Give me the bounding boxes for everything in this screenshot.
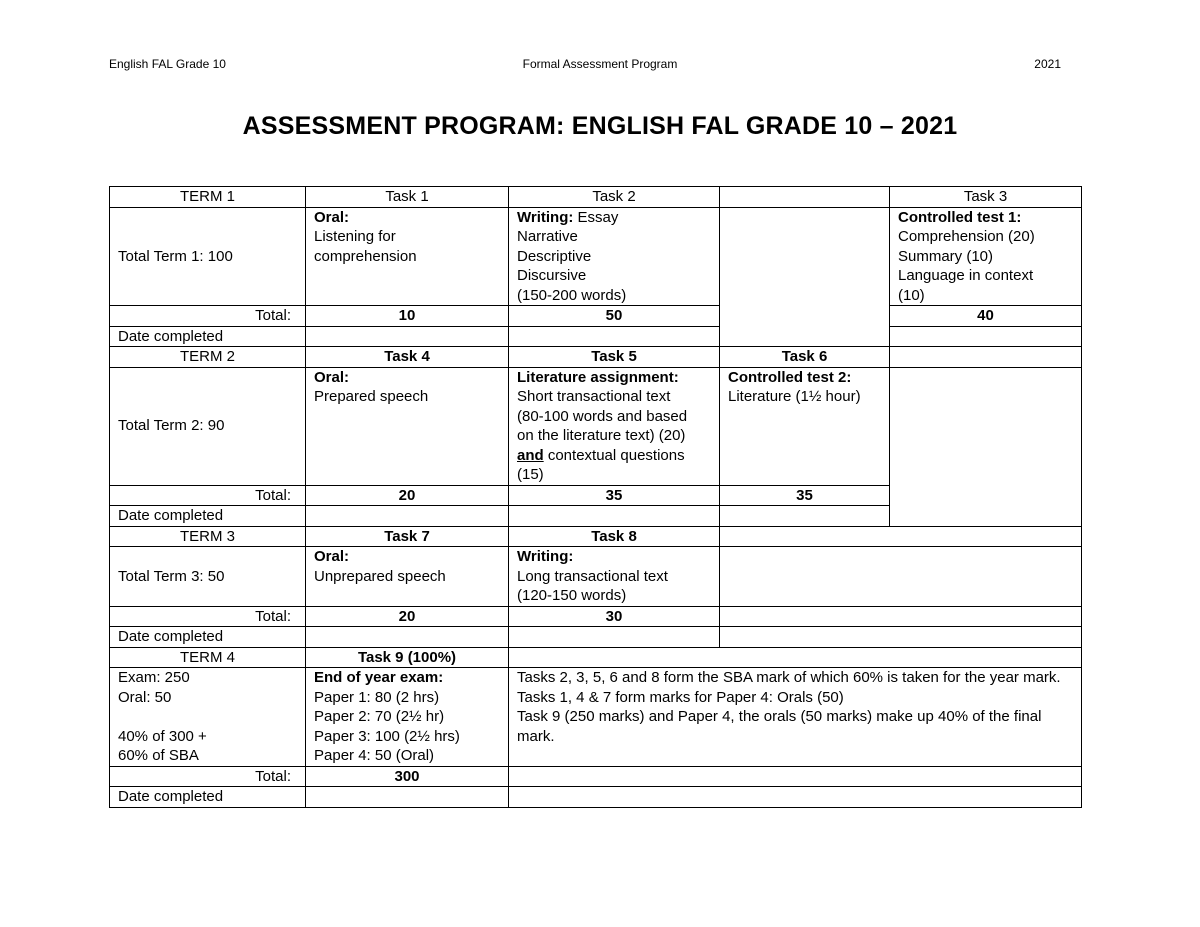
page-title: ASSESSMENT PROGRAM: ENGLISH FAL GRADE 10 – 2021 [242, 112, 958, 140]
term3-task7-cell [306, 547, 509, 607]
task2-line: Narrative [517, 228, 578, 245]
term2-empty-cell [890, 367, 1082, 526]
task8-line: (120-150 words) [517, 587, 627, 604]
term4-total-row [110, 766, 1082, 787]
term1-task1-head: Task 1 [306, 187, 509, 208]
date-completed-label: Date completed [110, 506, 306, 527]
term4-summary-line [118, 707, 305, 727]
term4-header-row [110, 647, 1082, 668]
term2-task5-head: Task 5 [509, 347, 720, 368]
task4-total: 20 [306, 485, 509, 506]
term4-summary-cell [110, 668, 306, 767]
date-cell [509, 787, 1082, 808]
total-label: Total: [110, 306, 306, 327]
task3-total: 40 [890, 306, 1082, 327]
task9-line: Paper 1: 80 (2 hrs) [314, 688, 440, 706]
date-cell [509, 627, 720, 648]
term2-task6-head: Task 6 [720, 347, 890, 368]
term4-empty-total [509, 766, 1082, 787]
task5-and-underlined: and [517, 446, 544, 464]
term4-notes-cell [509, 668, 1082, 767]
term2-task6-cell [720, 367, 890, 485]
task7-total: 20 [306, 606, 509, 627]
term4-head: TERM 4 [110, 647, 306, 668]
term3-empty-cell [720, 547, 1082, 607]
term3-total-label: Total Term 3: 50 [110, 547, 306, 607]
task1-type: Oral: [314, 208, 350, 226]
term1-content-row [110, 207, 1082, 306]
term3-head: TERM 3 [110, 526, 306, 547]
term4-note: Tasks 1, 4 & 7 form marks for Paper 4: Orals (50) [517, 688, 844, 706]
task8-line: Long transactional text [517, 567, 668, 585]
term3-date-row [110, 627, 1082, 648]
date-completed-label: Date completed [110, 787, 306, 808]
task5-line: on the literature text) (20) [517, 427, 686, 444]
task2-line: (150-200 words) [517, 286, 627, 304]
task3-line: Language in context [898, 267, 1034, 284]
term3-task8-head: Task 8 [509, 526, 720, 547]
term4-task9-head: Task 9 (100%) [306, 647, 509, 668]
term4-task9-cell [306, 668, 509, 767]
task5-line: (15) [517, 466, 544, 483]
term2-content-row [110, 367, 1082, 485]
date-cell [720, 506, 890, 527]
task3-line: (10) [898, 286, 925, 304]
term4-note: Task 9 (250 marks) and Paper 4, the orals (50 marks) make up 40% of the final mark. [517, 708, 1042, 745]
term1-task2-head: Task 2 [509, 187, 720, 208]
date-cell [509, 326, 720, 347]
term2-total-label: Total Term 2: 90 [110, 367, 306, 485]
term4-summary-line: 40% of 300 + [118, 727, 207, 745]
term4-summary-line: 60% of SBA [118, 747, 199, 764]
term1-total-row [110, 306, 1082, 327]
term4-note: Tasks 2, 3, 5, 6 and 8 form the SBA mark of which 60% is taken for the year mark. [517, 669, 1061, 686]
term3-header-row [110, 526, 1082, 547]
term1-empty-cell [720, 207, 890, 347]
task9-total: 300 [306, 766, 509, 787]
task5-line-contextual [517, 446, 719, 466]
task9-line: Paper 3: 100 (2½ hrs) [314, 727, 460, 745]
date-cell [720, 627, 1082, 648]
task2-type: Writing: [517, 208, 574, 226]
term1-empty-head [720, 187, 890, 208]
task7-line: Unprepared speech [314, 567, 446, 585]
task1-line: Listening for [314, 228, 396, 245]
term2-task4-cell [306, 367, 509, 485]
date-cell [306, 787, 509, 808]
term3-task8-cell [509, 547, 720, 607]
task8-total: 30 [509, 606, 720, 627]
header-year: 2021 [1034, 57, 1061, 71]
term1-task3-cell [890, 207, 1082, 306]
task4-type: Oral: [314, 368, 350, 386]
task5-line: Short transactional text [517, 388, 671, 405]
assessment-table [109, 186, 1082, 808]
term2-empty-head [890, 347, 1082, 368]
date-cell [306, 627, 509, 648]
task7-type: Oral: [314, 548, 350, 565]
task3-line: Summary (10) [898, 247, 994, 265]
term1-task3-head: Task 3 [890, 187, 1082, 208]
term4-summary-line: Exam: 250 [118, 669, 190, 686]
term4-content-row [110, 668, 1082, 767]
term2-head: TERM 2 [110, 347, 306, 368]
task2-line: Discursive [517, 267, 587, 284]
total-label: Total: [110, 606, 306, 627]
task9-line: Paper 4: 50 (Oral) [314, 747, 435, 764]
date-cell [890, 326, 1082, 347]
task5-line: (80-100 words and based [517, 407, 688, 425]
task4-line: Prepared speech [314, 388, 429, 405]
task6-line: Literature (1½ hour) [728, 388, 861, 405]
term1-head: TERM 1 [110, 187, 306, 208]
term3-empty-total [720, 606, 1082, 627]
term3-content-row [110, 547, 1082, 607]
term1-task2-cell [509, 207, 720, 306]
task5-total: 35 [509, 485, 720, 506]
task5-after: contextual questions [543, 446, 685, 464]
task3-type: Controlled test 1: [898, 208, 1022, 226]
task9-type: End of year exam: [314, 669, 444, 686]
term1-date-row [110, 326, 1082, 347]
term2-header-row [110, 347, 1082, 368]
task1-line: comprehension [314, 247, 417, 265]
term4-empty-head [509, 647, 1082, 668]
date-cell [306, 326, 509, 347]
term2-task5-cell [509, 367, 720, 485]
total-label: Total: [110, 485, 306, 506]
date-cell [509, 506, 720, 527]
task2-line: Descriptive [517, 247, 592, 265]
task6-type: Controlled test 2: [728, 368, 852, 386]
header-program: Formal Assessment Program [522, 57, 678, 71]
term2-task4-head: Task 4 [306, 347, 509, 368]
task2-total: 50 [509, 306, 720, 327]
term1-header-row [110, 187, 1082, 208]
term1-task1-cell [306, 207, 509, 306]
term3-task7-head: Task 7 [306, 526, 509, 547]
total-label: Total: [110, 766, 306, 787]
date-completed-label: Date completed [110, 326, 306, 347]
term4-summary-line: Oral: 50 [118, 688, 172, 706]
header-subject: English FAL Grade 10 [109, 57, 226, 71]
task6-total: 35 [720, 485, 890, 506]
task5-type: Literature assignment: [517, 368, 679, 386]
date-cell [306, 506, 509, 527]
task3-line: Comprehension (20) [898, 228, 1035, 245]
date-completed-label: Date completed [110, 627, 306, 648]
term4-date-row [110, 787, 1082, 808]
task8-type: Writing: [517, 548, 574, 565]
task1-total: 10 [306, 306, 509, 327]
task2-heading [517, 208, 719, 228]
term3-total-row [110, 606, 1082, 627]
term3-empty-head [720, 526, 1082, 547]
task2-type-rest: Essay [573, 208, 619, 226]
task9-line: Paper 2: 70 (2½ hr) [314, 708, 445, 725]
term1-total-label: Total Term 1: 100 [110, 207, 306, 306]
